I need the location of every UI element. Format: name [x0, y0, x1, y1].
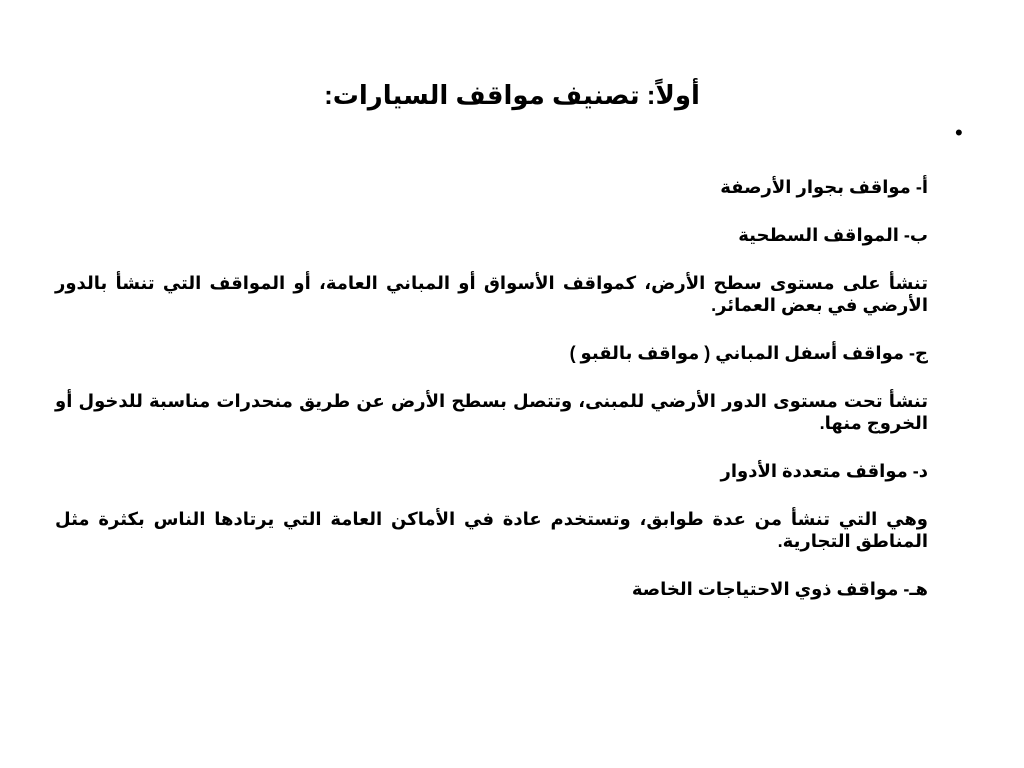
paragraph-b-description: تنشأ على مستوى سطح الأرض، كمواقف الأسواق أو المباني العامة، أو المواقف التي تنشأ بالدور الأرضي في بعض العمائر. — [55, 273, 928, 315]
heading-e: هـ- مواقف ذوي الاحتياجات الخاصة — [631, 579, 928, 599]
paragraph-d-description: وهي التي تنشأ من عدة طوابق، وتستخدم عادة في الأماكن العامة التي يرتادها الناس بكثرة مثل المناطق التجارية. — [55, 509, 928, 551]
heading-b: ب- المواقف السطحية — [738, 225, 928, 245]
heading-d: د- مواقف متعددة الأدوار — [720, 461, 928, 481]
paragraph-c-description: تنشأ تحت مستوى الدور الأرضي للمبنى، وتتصل بسطح الأرض عن طريق منحدرات مناسبة للدخول أو الخروج منها. — [55, 391, 928, 433]
slide-body — [55, 176, 928, 626]
heading-c: ج- مواقف أسفل المباني ( مواقف بالقبو ) — [569, 343, 928, 363]
slide-title: أولاً: تصنيف مواقف السيارات: — [324, 80, 700, 110]
heading-a: أ- مواقف بجوار الأرصفة — [720, 177, 928, 197]
bullet-icon: • — [955, 120, 963, 145]
